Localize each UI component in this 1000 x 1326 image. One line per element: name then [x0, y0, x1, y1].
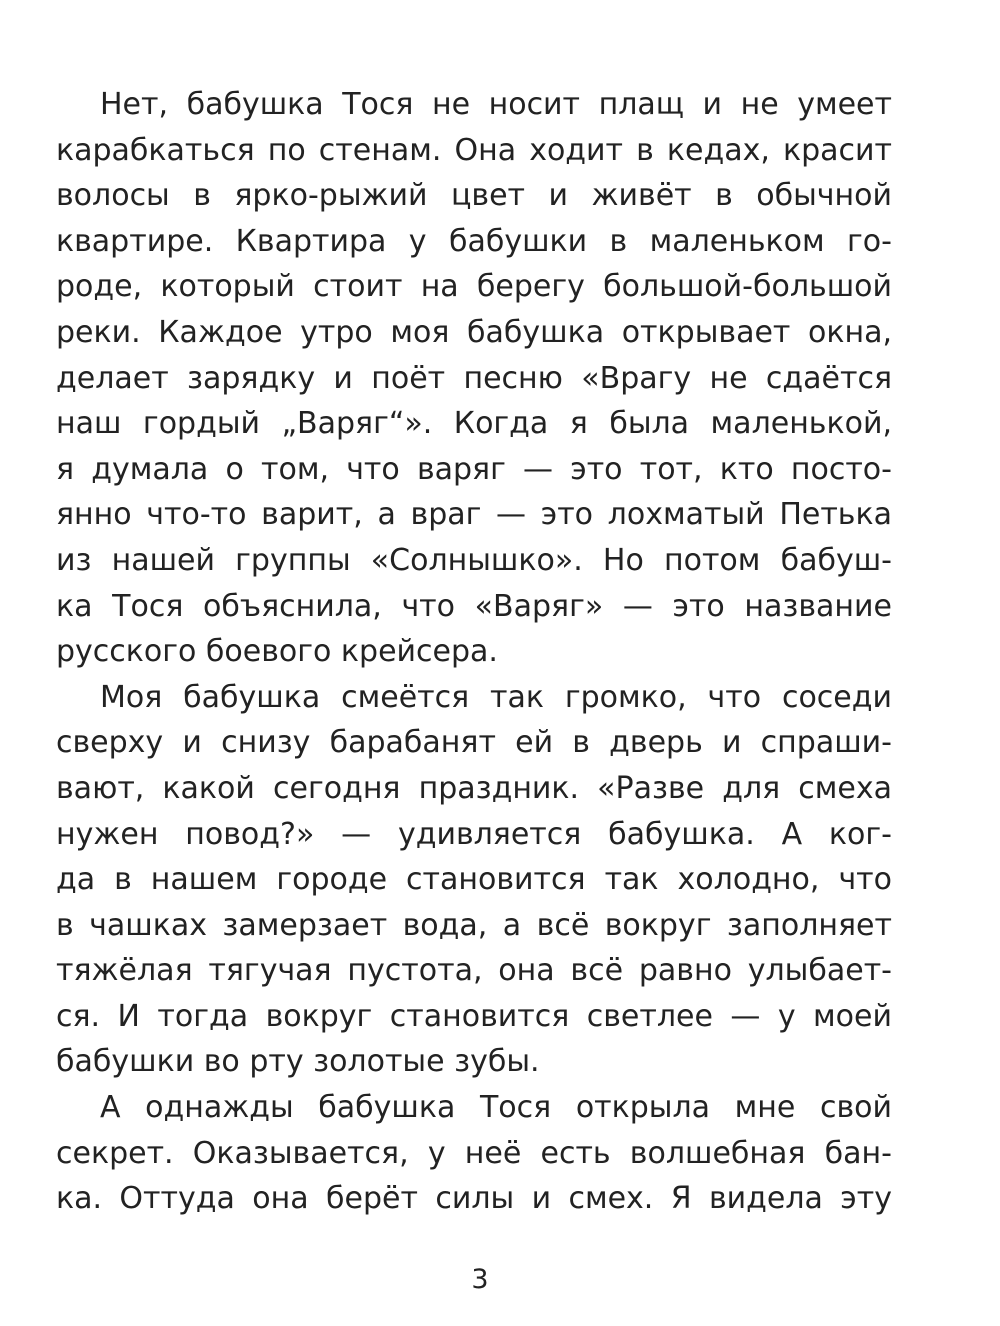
paragraph-2-line-2: сверху и снизу барабанят ей в дверь и спраши-	[56, 725, 892, 761]
page-text	[56, 82, 892, 1222]
paragraph-2-line-3: вают, какой сегодня праздник. «Разве для смеха	[56, 770, 892, 806]
paragraph-1-line-10: янно что-то варит, а враг — это лохматый Петька	[56, 497, 892, 533]
paragraph-1-line-5: роде, который стоит на берегу большой-большой	[56, 269, 892, 305]
paragraph-3-line-3: ка. Оттуда она берёт силы и смех. Я видела эту	[56, 1181, 892, 1217]
page-number: 3	[471, 1264, 489, 1295]
paragraph-1-line-6: реки. Каждое утро моя бабушка открывает окна,	[56, 314, 892, 350]
paragraph-1-line-7: делает зарядку и поёт песню «Врагу не сдаётся	[56, 360, 892, 396]
paragraph-3-line-2: секрет. Оказывается, у неё есть волшебная бан-	[56, 1135, 892, 1171]
paragraph-2-line-1: Моя бабушка смеётся так громко, что соседи	[100, 679, 892, 715]
paragraph-1-line-11: из нашей группы «Солнышко». Но потом бабуш-	[56, 542, 892, 578]
paragraph-1-line-4: квартире. Квартира у бабушки в маленьком го-	[56, 223, 892, 259]
paragraph-1-line-12: ка Тося объяснила, что «Варяг» — это название	[56, 588, 892, 624]
paragraph-2-line-9: бабушки во рту золотые зубы.	[56, 1044, 540, 1080]
paragraph-1-line-13: русского боевого крейсера.	[56, 634, 498, 670]
paragraph-2-line-8: ся. И тогда вокруг становится светлее — у моей	[56, 998, 892, 1034]
paragraph-2-line-4: нужен повод?» — удивляется бабушка. А ког-	[56, 816, 892, 852]
paragraph-1-line-8: наш гордый „Варяг“». Когда я была маленькой,	[56, 406, 892, 442]
paragraph-2-line-7: тяжёлая тягучая пустота, она всё равно улыбает-	[56, 953, 892, 989]
paragraph-3-line-1: А однажды бабушка Тося открыла мне свой	[100, 1090, 892, 1126]
paragraph-1-line-3: волосы в ярко-рыжий цвет и живёт в обычной	[56, 178, 892, 214]
paragraph-2-line-5: да в нашем городе становится так холодно, что	[56, 862, 892, 898]
paragraph-1-line-9: я думала о том, что варяг — это тот, кто посто-	[56, 451, 892, 487]
paragraph-1-line-2: карабкаться по стенам. Она ходит в кедах, красит	[56, 132, 892, 168]
paragraph-1-line-1: Нет, бабушка Тося не носит плащ и не умеет	[100, 87, 892, 122]
paragraph-2-line-6: в чашках замерзает вода, а всё вокруг заполняет	[56, 907, 892, 943]
